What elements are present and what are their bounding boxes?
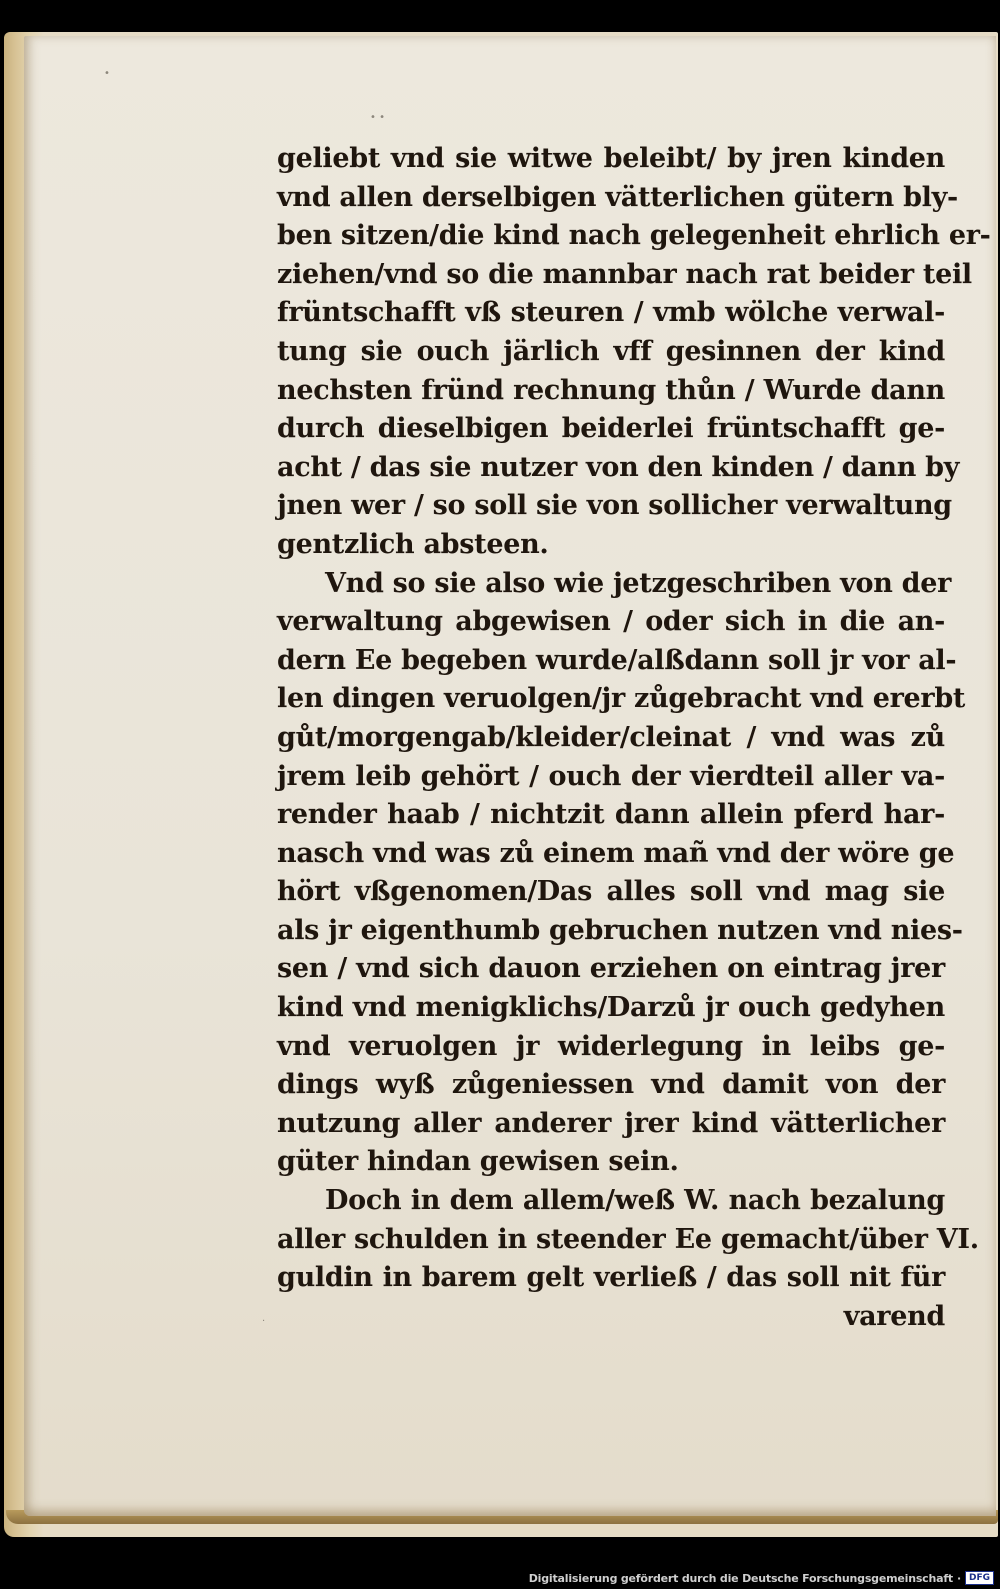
text-line: verwaltung abgewisen / oder sich in die an- [277,606,945,638]
text-line: als jr eigenthumb gebruchen nutzen vnd nies- [277,914,963,946]
dfg-logo: DFG [965,1571,994,1585]
footer-credit [529,1571,994,1585]
text-line: jrem leib gehört / ouch der vierdteil aller va- [277,760,945,792]
paragraph-start-line: Vnd so sie also wie jetzgeschriben von der [325,567,952,599]
text-line: nutzung aller anderer jrer kind vätterlicher [277,1107,945,1139]
footer-separator: · [957,1571,961,1585]
catchword: varend [843,1300,945,1332]
page-speck: • • [370,112,385,123]
text-line: ben sitzen/die kind nach gelegenheit ehrlich er- [277,220,991,252]
text-line: gentzlich absteen. [277,528,549,560]
funding-credit-text: Digitalisierung gefördert durch die Deutsche Forschungsgemeinschaft [528,1571,953,1585]
text-line: gůt/morgengab/kleider/cleinat / vnd was zů [277,721,945,753]
page-speck: • [104,68,110,79]
text-line: hört vßgenomen/Das alles soll vnd mag sie [277,876,945,908]
text-line: jnen wer / so soll sie von sollicher verwaltung [277,490,952,522]
paragraph-start-line: Doch in dem allem/weß W. nach bezalung [325,1185,945,1217]
text-line: geliebt vnd sie witwe beleibt/ by jren kinden [277,143,945,174]
text-block [277,140,991,1336]
text-line: sen / vnd sich dauon erziehen on eintrag jrer [277,953,945,985]
text-line: vnd allen derselbigen vätterlichen gütern bly- [277,181,958,213]
text-line: aller schulden in steender Ee gemacht/über VI. [277,1223,979,1255]
text-line: nechsten fründ rechnung thůn / Wurde dann [277,374,945,406]
text-line: dings wyß zůgeniessen vnd damit von der [277,1069,945,1101]
text-line: nasch vnd was zů einem mañ vnd der wöre ge [277,837,955,869]
text-line: durch dieselbigen beiderlei früntschafft ge- [277,413,945,445]
text-line: len dingen veruolgen/jr zůgebracht vnd ererbt [277,683,966,715]
text-line: ziehen/vnd so die mannbar nach rat beider teil [277,258,972,290]
text-line: acht / das sie nutzer von den kinden / dann by [277,451,960,483]
text-line: render haab / nichtzit dann allein pferd har- [277,799,945,831]
text-line: tung sie ouch järlich vff gesinnen der kind [277,335,945,367]
text-line: guldin in barem gelt verließ / das soll nit für [277,1262,945,1294]
page-speck: · [262,1316,266,1327]
text-line: früntschafft vß steuren / vmb wölche verwal- [277,297,945,329]
text-line: kind vnd menigklichs/Darzů jr ouch gedyhen [277,992,945,1024]
text-line: güter hindan gewisen sein. [277,1146,679,1178]
text-line: vnd veruolgen jr widerlegung in leibs ge- [277,1030,945,1062]
text-line: dern Ee begeben wurde/alßdann soll jr vor al- [277,644,957,676]
